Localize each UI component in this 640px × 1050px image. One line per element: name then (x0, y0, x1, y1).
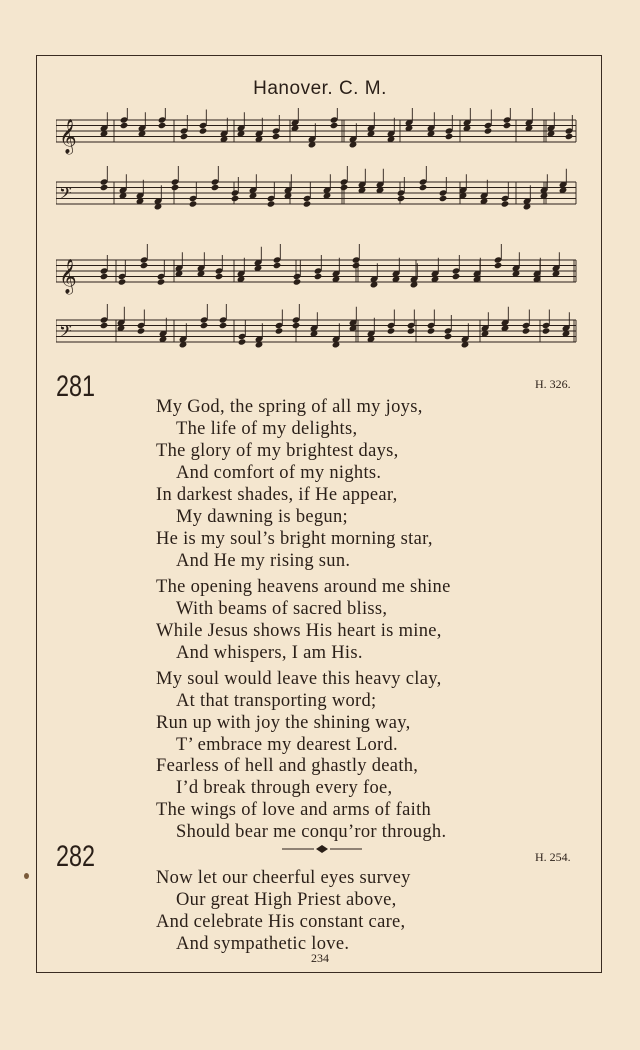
verse-line: T’ embrace my dearest Lord. (176, 735, 398, 755)
page-number: 234 (311, 951, 329, 965)
verse-line: The wings of love and arms of faith (156, 800, 432, 820)
verse-line: While Jesus shows His heart is mine, (156, 621, 442, 641)
verse-line: And whispers, I am His. (176, 643, 363, 663)
music-score (56, 108, 586, 368)
verse-line: My dawning is begun; (176, 507, 348, 527)
svg-text:𝄢: 𝄢 (59, 321, 72, 345)
verse-line: Our great High Priest above, (176, 890, 397, 910)
verse-line: Run up with joy the shining way, (156, 713, 411, 733)
ink-spot (24, 873, 29, 879)
hymn-ref-281: H. 326. (535, 377, 571, 391)
stanza-281-2 (0, 484, 640, 572)
verse-line: Now let our cheerful eyes survey (156, 868, 411, 888)
stanza-281-3 (0, 576, 640, 664)
verse-line: And sympathetic love. (176, 934, 350, 954)
svg-text:𝄞: 𝄞 (59, 259, 77, 294)
hymn-number-281: 281 (56, 370, 96, 403)
verse-line: And He my rising sun. (176, 551, 351, 571)
ornament-divider (282, 844, 362, 854)
verse-line: And celebrate His constant care, (156, 912, 406, 932)
verse-line: With beams of sacred bliss, (176, 599, 388, 619)
verse-line: In darkest shades, if He appear, (156, 485, 398, 505)
stanza-281-1 (0, 396, 640, 484)
svg-text:𝄞: 𝄞 (59, 119, 77, 154)
verse-line: I’d break through every foe, (176, 778, 393, 798)
verse-line: Fearless of hell and ghastly death, (156, 756, 419, 776)
stanza-281-4 (0, 668, 640, 756)
svg-text:𝄢: 𝄢 (59, 183, 72, 207)
verse-line: At that transporting word; (176, 691, 377, 711)
hymn-ref-282: H. 254. (535, 850, 571, 864)
tune-title: Hanover. C. M. (253, 78, 387, 99)
verse-line: The glory of my brightest days, (156, 441, 399, 461)
stanza-282-1 (0, 867, 640, 955)
verse-line: The life of my delights, (176, 419, 358, 439)
verse-line: Should bear me conqu’ror through. (176, 822, 447, 842)
verse-line: My soul would leave this heavy clay, (156, 669, 442, 689)
stanza-281-5 (0, 755, 640, 843)
verse-line: And comfort of my nights. (176, 463, 382, 483)
verse-line: He is my soul’s bright morning star, (156, 529, 433, 549)
verse-line: My God, the spring of all my joys, (156, 397, 423, 417)
hymn-number-282: 282 (56, 840, 96, 873)
verse-line: The opening heavens around me shine (156, 577, 451, 597)
